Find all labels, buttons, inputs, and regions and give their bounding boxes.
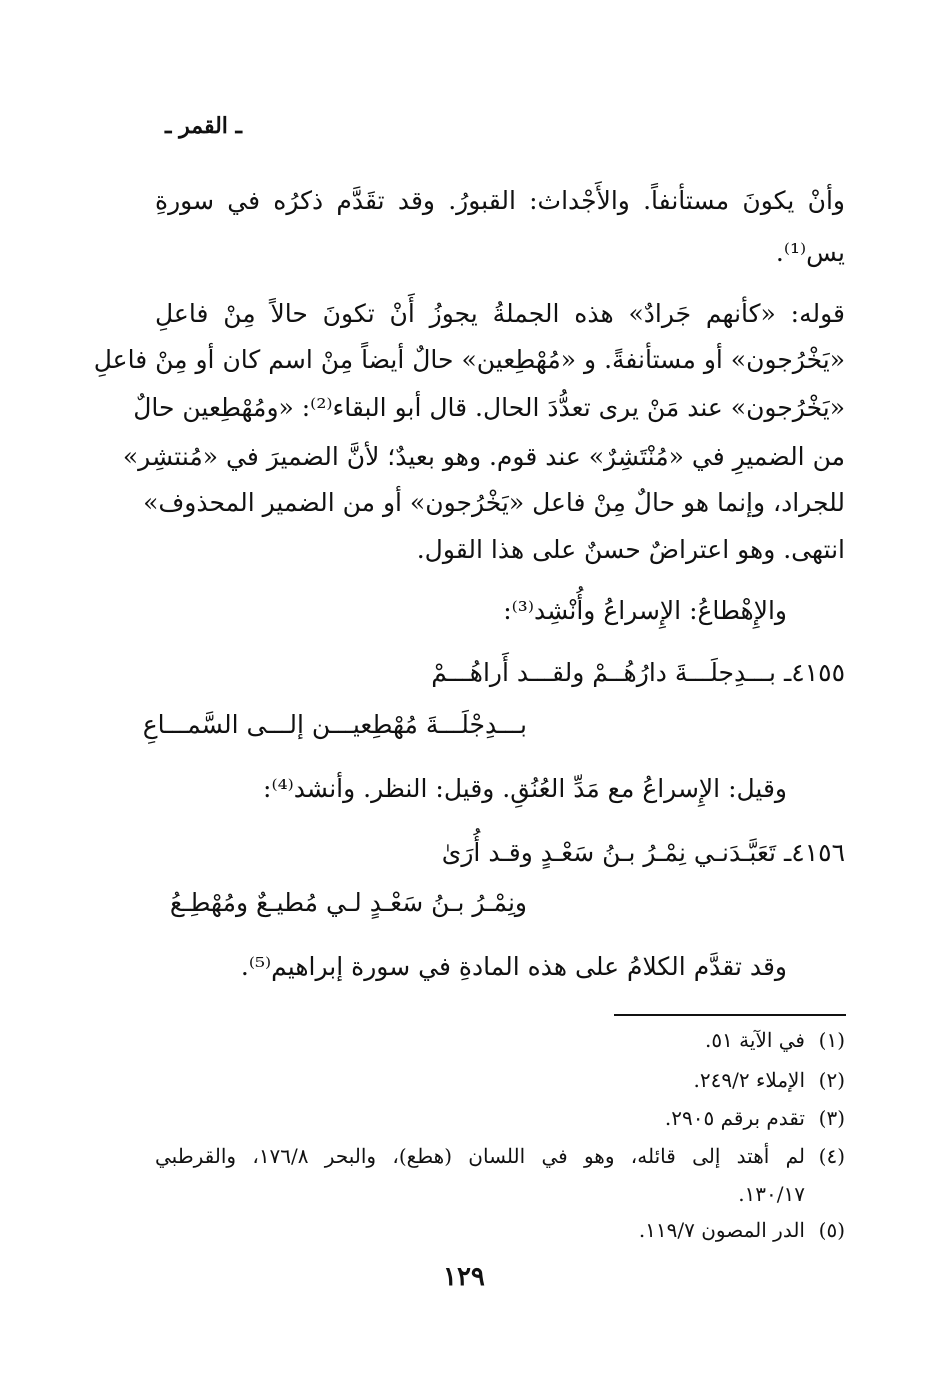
verse-4155-first-hemistich: ٤١٥٥ـ بـــدِجلَـــةَ دارُهُــمْ ولقـــد أَراهُـــمْ [431, 658, 845, 687]
footnote-text-continued: ١٣٠/١٧. [738, 1182, 805, 1206]
footnote-text: لم أهتد إلى قائله، وهو في اللسان (هطع)، والبحر ١٧٦/٨، والقرطبي [155, 1144, 805, 1168]
text-line-3: قوله: «كأنهم جَرادٌ» هذه الجملةُ يجوزُ أَنْ تكونَ حالاً مِنْ فاعلِ [155, 299, 845, 328]
verse-4155-second-hemistich: بـــدِجْلَـــةَ مُهْطِعيـــن إلـــى السَّمـــاعِ [142, 710, 527, 739]
footnote-text: الإملاء ٢٤٩/٢. [693, 1068, 805, 1092]
text-line-1: وأنْ يكونَ مستأنفاً. والأَجْداث: القبورُ. وقد تقَدَّم ذكرُه في سورةِ [155, 186, 845, 215]
footnote-text: الدر المصون ١١٩/٧. [638, 1218, 805, 1242]
footnote-4 [155, 1142, 845, 1172]
footnote-text: تقدم برقم ٢٩٠٥. [664, 1106, 805, 1130]
text-line-2: يس⁽¹⁾. [775, 238, 845, 267]
text-line-8: انتهى. وهو اعتراضٌ حسنٌ على هذا القول. [416, 535, 845, 564]
footnote-number: (٢) [818, 1068, 845, 1092]
text-line-9: والإِهْطاعُ: الإِسراعُ وأُنْشِد⁽³⁾: [503, 596, 787, 625]
footnote-number: (٥) [818, 1218, 845, 1242]
text-line-15: وقد تقدَّم الكلامُ على هذه المادةِ في سورة إبراهيم⁽⁵⁾. [240, 952, 787, 981]
text-line-6: من الضميرِ في «مُنْتَشِرٌ» عند قوم. وهو بعيدٌ؛ لأنَّ الضميرَ في «مُنتشِر» [122, 442, 845, 471]
footnote-text: في الآية ٥١. [704, 1028, 805, 1052]
footnote-number: (٣) [818, 1106, 845, 1130]
text-line-5: «يَخْرُجون» عند مَنْ يرى تعدُّدَ الحال. قال أبو البقاء⁽²⁾: «ومُهْطِعين حالٌ [133, 393, 845, 422]
footnote-number: (٤) [818, 1144, 845, 1168]
running-header: ـ القمر ـ [164, 113, 242, 139]
text-line-12: وقيل: الإِسراعُ مع مَدِّ العُنُقِ. وقيل: النظر. وأنشد⁽⁴⁾: [263, 774, 787, 803]
verse-4156-first-hemistich: ٤١٥٦ـ تَعَبَّـدَنـي نِمْـرُ بـنُ سَعْـدٍ وقـد أُرَىٰ [441, 838, 845, 867]
footnote-separator [614, 1014, 846, 1016]
text-line-7: للجراد، وإنما هو حالٌ مِنْ فاعل «يَخْرُجون» أو من الضمير المحذوف» [143, 488, 845, 517]
verse-4156-second-hemistich: ونِمْـرُ بـنُ سَعْـدٍ لـي مُطيـعٌ ومُهْطِـعُ [169, 888, 527, 917]
page-number: ١٢٩ [443, 1262, 485, 1292]
footnote-number: (١) [818, 1028, 845, 1052]
text-line-4: «يَخْرُجون» أو مستأنفةً. و «مُهْطِعين» حالٌ أيضاً مِنْ اسم كان أو مِنْ فاعلِ [93, 345, 845, 374]
